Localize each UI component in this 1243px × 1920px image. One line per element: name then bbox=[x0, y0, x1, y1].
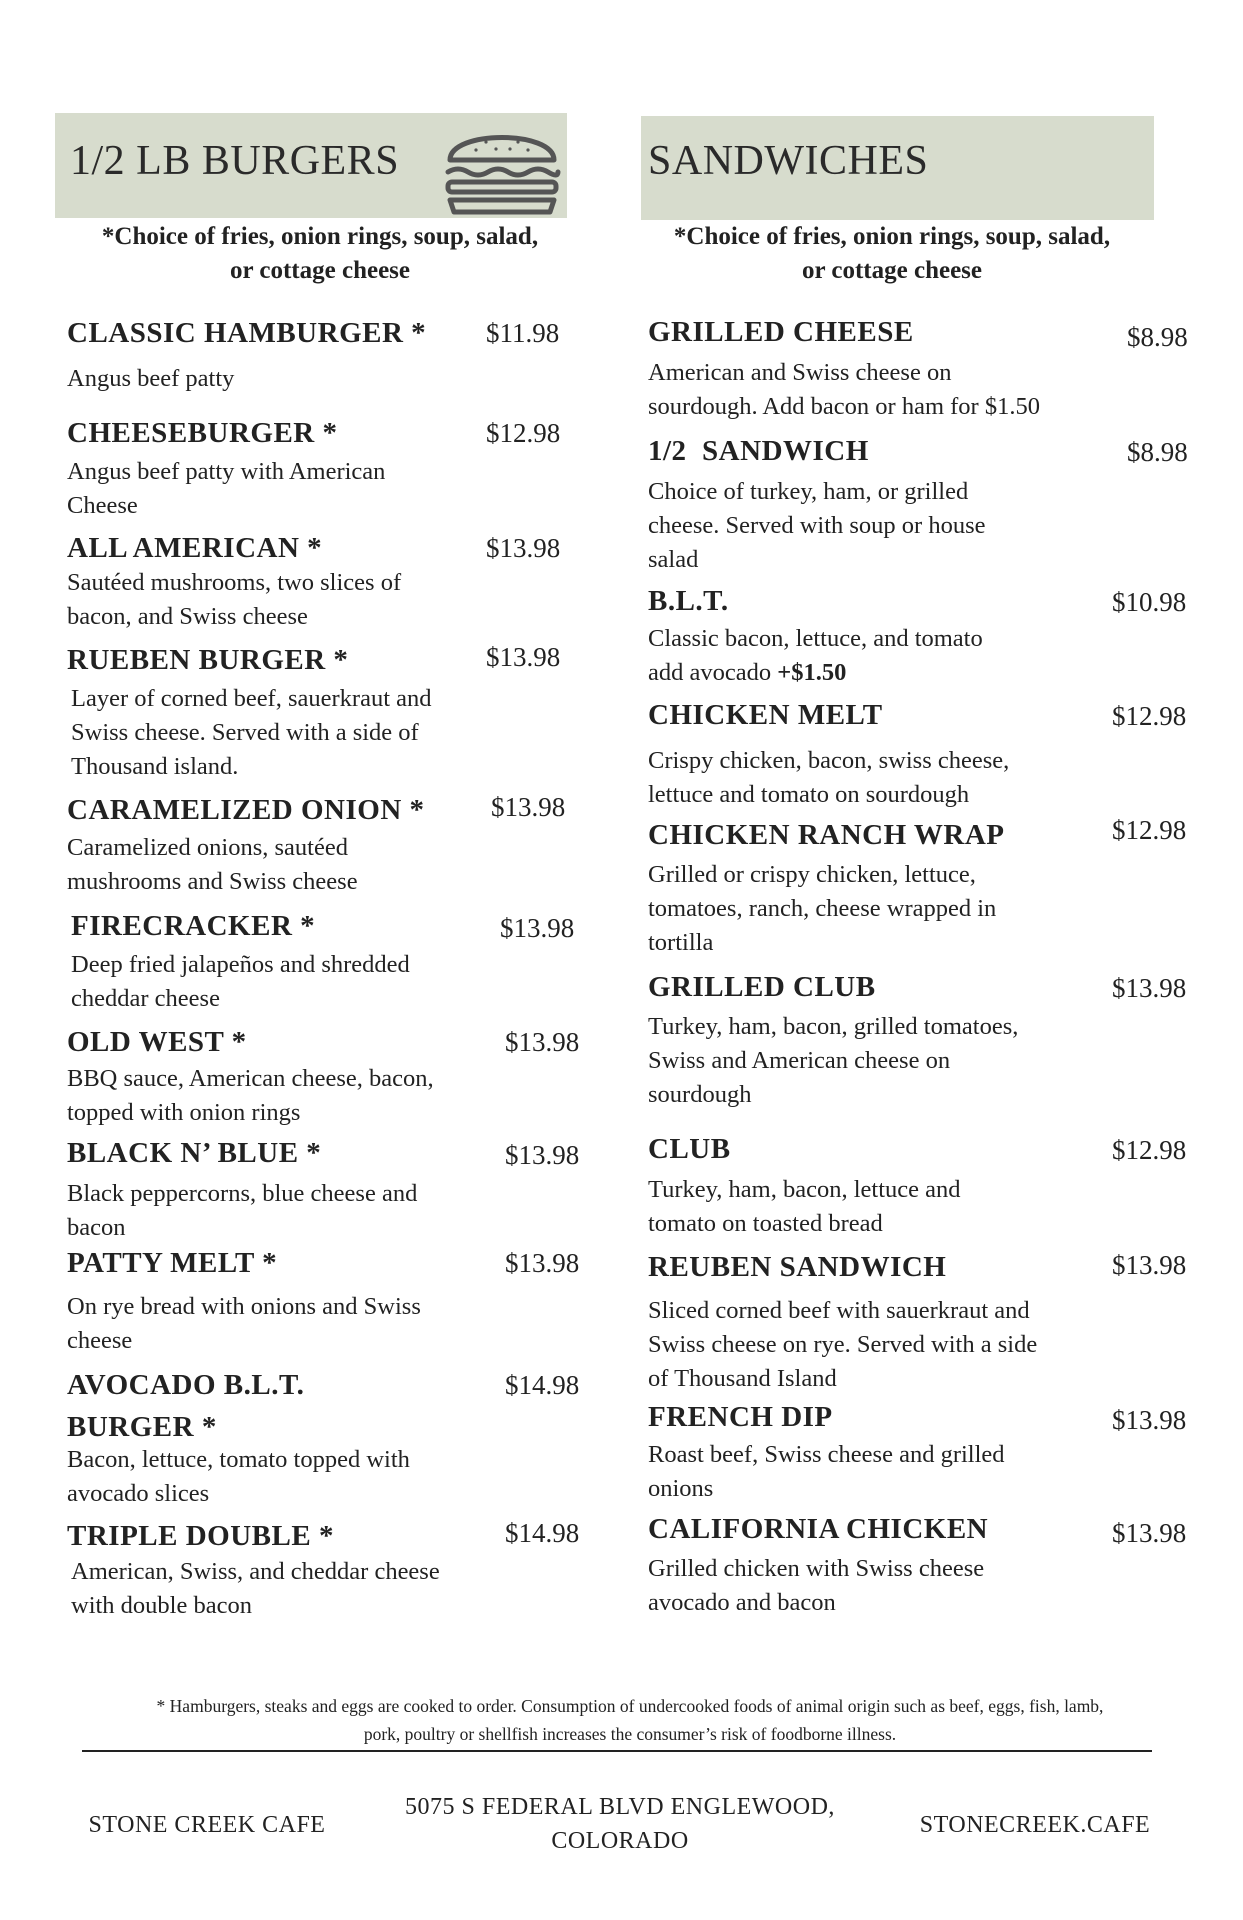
menu-item-name: CALIFORNIA CHICKEN bbox=[648, 1513, 989, 1545]
menu-item-description: Grilled chicken with Swiss cheese avocado and bacon bbox=[648, 1555, 985, 1616]
menu-item-description: Angus beef patty bbox=[67, 365, 235, 392]
menu-item-price: $13.98 bbox=[1112, 1250, 1187, 1280]
menu-item-description: Roast beef, Swiss cheese and grilled onions bbox=[648, 1441, 1005, 1502]
menu-item-price: $13.98 bbox=[1112, 1518, 1187, 1548]
menu-item-price: $10.98 bbox=[1112, 587, 1187, 617]
menu-item-name: GRILLED CLUB bbox=[648, 971, 876, 1003]
menu-item-name: 1/2 SANDWICH bbox=[648, 435, 869, 467]
menu-item-price: $13.98 bbox=[486, 533, 561, 563]
menu-item-name: PATTY MELT * bbox=[67, 1247, 278, 1279]
menu-item-price: $13.98 bbox=[505, 1027, 580, 1057]
restaurant-address: 5075 S FEDERAL BLVD ENGLEWOOD, COLORADO bbox=[405, 1794, 835, 1854]
menu-item-price: $13.98 bbox=[500, 913, 575, 943]
menu-item-description: Deep fried jalapeños and shredded cheddar cheese bbox=[71, 951, 410, 1012]
menu-item-price: $8.98 bbox=[1127, 322, 1188, 352]
menu-item-description: Caramelized onions, sautéed mushrooms and Swiss cheese bbox=[67, 834, 358, 895]
menu-item-price: $12.98 bbox=[1112, 815, 1187, 845]
menu-item-description: Layer of corned beef, sauerkraut and Swiss cheese. Served with a side of Thousand island. bbox=[71, 685, 432, 780]
divider bbox=[82, 1750, 1152, 1752]
menu-item-name: BLACK N’ BLUE * bbox=[67, 1137, 322, 1169]
menu-item-price: $14.98 bbox=[505, 1370, 580, 1400]
menu-item-price: $13.98 bbox=[1112, 1405, 1187, 1435]
menu-item-name: RUEBEN BURGER * bbox=[67, 644, 349, 676]
menu-item-price: $12.98 bbox=[1112, 701, 1187, 731]
menu-item-price: $13.98 bbox=[486, 642, 561, 672]
menu-item-price: $12.98 bbox=[486, 418, 561, 448]
sandwiches-side-note: *Choice of fries, onion rings, soup, salad, or cottage cheese bbox=[673, 223, 1111, 284]
menu-item-name: GRILLED CHEESE bbox=[648, 316, 914, 348]
food-safety-disclaimer: * Hamburgers, steaks and eggs are cooked to order. Consumption of undercooked foods of animal origin such as beef, eggs, fish, lamb, pork, poultry or shellfish increases the consumer’s risk of foodborne illness. bbox=[156, 1696, 1104, 1744]
menu-item-name: ALL AMERICAN * bbox=[67, 532, 323, 564]
menu-item-price: $12.98 bbox=[1112, 1135, 1187, 1165]
menu-item-name: CLUB bbox=[648, 1133, 731, 1165]
menu-item-price: $13.98 bbox=[505, 1248, 580, 1278]
menu-item-name: CARAMELIZED ONION * bbox=[67, 794, 425, 826]
menu-item-name: B.L.T. bbox=[648, 585, 729, 617]
sandwiches-title: SANDWICHES bbox=[648, 138, 929, 184]
burgers-side-note: *Choice of fries, onion rings, soup, salad, or cottage cheese bbox=[101, 223, 539, 284]
menu-item-name: CHICKEN RANCH WRAP bbox=[648, 819, 1005, 851]
burgers-title: 1/2 LB BURGERS bbox=[70, 138, 400, 184]
menu-item-description: Choice of turkey, ham, or grilled cheese. Served with soup or house salad bbox=[648, 478, 986, 573]
menu-item-name: FRENCH DIP bbox=[648, 1401, 833, 1433]
menu-item-description: Black peppercorns, blue cheese and bacon bbox=[67, 1180, 418, 1241]
menu-item-price: $14.98 bbox=[505, 1518, 580, 1548]
menu-item-price: $13.98 bbox=[491, 792, 566, 822]
menu-item-price: $11.98 bbox=[486, 318, 560, 348]
menu-item-description: American and Swiss cheese on sourdough. Add bacon or ham for $1.50 bbox=[648, 359, 1040, 420]
menu-item-description: Crispy chicken, bacon, swiss cheese, lettuce and tomato on sourdough bbox=[648, 747, 1010, 808]
menu-item-description: Classic bacon, lettuce, and tomato add avocado +$1.50 bbox=[648, 625, 983, 686]
menu-item-price: $8.98 bbox=[1127, 437, 1188, 467]
menu-item-description: On rye bread with onions and Swiss cheese bbox=[67, 1293, 421, 1354]
menu-item-description: Sautéed mushrooms, two slices of bacon, and Swiss cheese bbox=[67, 569, 402, 630]
menu-item-description: Turkey, ham, bacon, lettuce and tomato on toasted bread bbox=[648, 1176, 961, 1237]
menu-item-description: Turkey, ham, bacon, grilled tomatoes, Swiss and American cheese on sourdough bbox=[648, 1013, 1019, 1108]
menu-item-name: CHICKEN MELT bbox=[648, 699, 883, 731]
menu-item-price: $13.98 bbox=[505, 1140, 580, 1170]
menu-item-name: OLD WEST * bbox=[67, 1026, 247, 1058]
menu-item-name: CLASSIC HAMBURGER * bbox=[67, 317, 427, 349]
menu-item-description: American, Swiss, and cheddar cheese with double bacon bbox=[71, 1558, 440, 1619]
menu-item-name: AVOCADO B.L.T. BURGER * bbox=[67, 1369, 305, 1443]
restaurant-name: STONE CREEK CAFE bbox=[88, 1812, 326, 1838]
menu-item-description: BBQ sauce, American cheese, bacon, topped with onion rings bbox=[67, 1065, 434, 1126]
menu-item-name: CHEESEBURGER * bbox=[67, 417, 338, 449]
restaurant-website: STONECREEK.CAFE bbox=[919, 1812, 1151, 1838]
menu-item-name: TRIPLE DOUBLE * bbox=[67, 1520, 334, 1552]
menu-item-name: FIRECRACKER * bbox=[71, 910, 316, 942]
menu-item-description: Angus beef patty with American Cheese bbox=[67, 458, 386, 519]
menu-item-description: Sliced corned beef with sauerkraut and Swiss cheese on rye. Served with a side of Thousand Island bbox=[648, 1297, 1038, 1392]
menu-item-price: $13.98 bbox=[1112, 973, 1187, 1003]
burger-icon bbox=[438, 116, 566, 218]
menu-item-description: Grilled or crispy chicken, lettuce, tomatoes, ranch, cheese wrapped in tortilla bbox=[648, 861, 997, 956]
menu-item-description: Bacon, lettuce, tomato topped with avocado slices bbox=[67, 1446, 410, 1507]
menu-item-name: REUBEN SANDWICH bbox=[648, 1251, 947, 1283]
